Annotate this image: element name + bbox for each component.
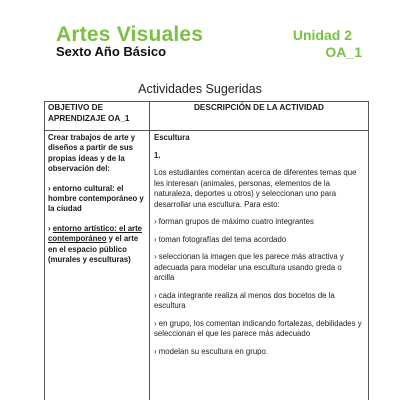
objective-cell — [48, 133, 148, 274]
activity-paragraph: Los estudiantes comentan acerca de diferentes temas que les interesan (animales, personas, elementos de la naturaleza, deportes u otros) y seleccionan uno para desarrollar una escultura. Para esto: — [154, 168, 357, 209]
activity-step: › cada integrante realiza al menos dos bocetos de la escultura — [154, 290, 335, 310]
objective-item-artistic-underlined: entorno artístico: el arte contemporáneo — [48, 223, 143, 244]
activity-step: › forman grupos de máximo cuatro integrantes — [154, 217, 314, 226]
description-cell — [154, 133, 362, 364]
objective-item-artistic-prefix: › — [48, 223, 53, 233]
activities-table — [44, 101, 369, 400]
objective-item-artistic-suffix: y el arte en el espacio público (murales y esculturas) — [48, 234, 139, 265]
column-divider — [149, 102, 150, 400]
unit-label: Unidad 2 — [292, 27, 352, 43]
activity-step: › toman fotografías del tema acordado — [154, 234, 287, 244]
activity-step: › modelan su escultura en grupo. — [154, 346, 268, 356]
objective-item-cultural: › entorno cultural: el hombre contemporáneo y la ciudad — [48, 183, 144, 214]
document-title: Artes Visuales — [56, 23, 204, 46]
document-subtitle: Sexto Año Básico — [56, 44, 167, 59]
header-divider — [45, 130, 368, 131]
activity-step: › seleccionan la imagen que les parece más atractiva y adecuada para modelar una escultura usando greda o arcilla — [154, 252, 344, 282]
objective-code: OA_1 — [325, 44, 362, 60]
activity-number: 1. — [154, 150, 161, 160]
section-title: Actividades Sugeridas — [138, 82, 262, 96]
objective-intro: Crear trabajos de arte y diseños a partir de sus propias ideas y de la observación del: — [48, 133, 136, 174]
activity-step: › en grupo, los comentan indicando fortalezas, debilidades y seleccionan el que les parece más adecuado — [154, 318, 362, 338]
objective-column-header: OBJETIVO DE APRENDIZAJE OA_1 — [48, 103, 130, 123]
description-column-header: DESCRIPCIÓN DE LA ACTIVIDAD — [194, 103, 324, 112]
objective-item-artistic — [48, 224, 148, 266]
activity-heading: Escultura — [154, 133, 190, 142]
